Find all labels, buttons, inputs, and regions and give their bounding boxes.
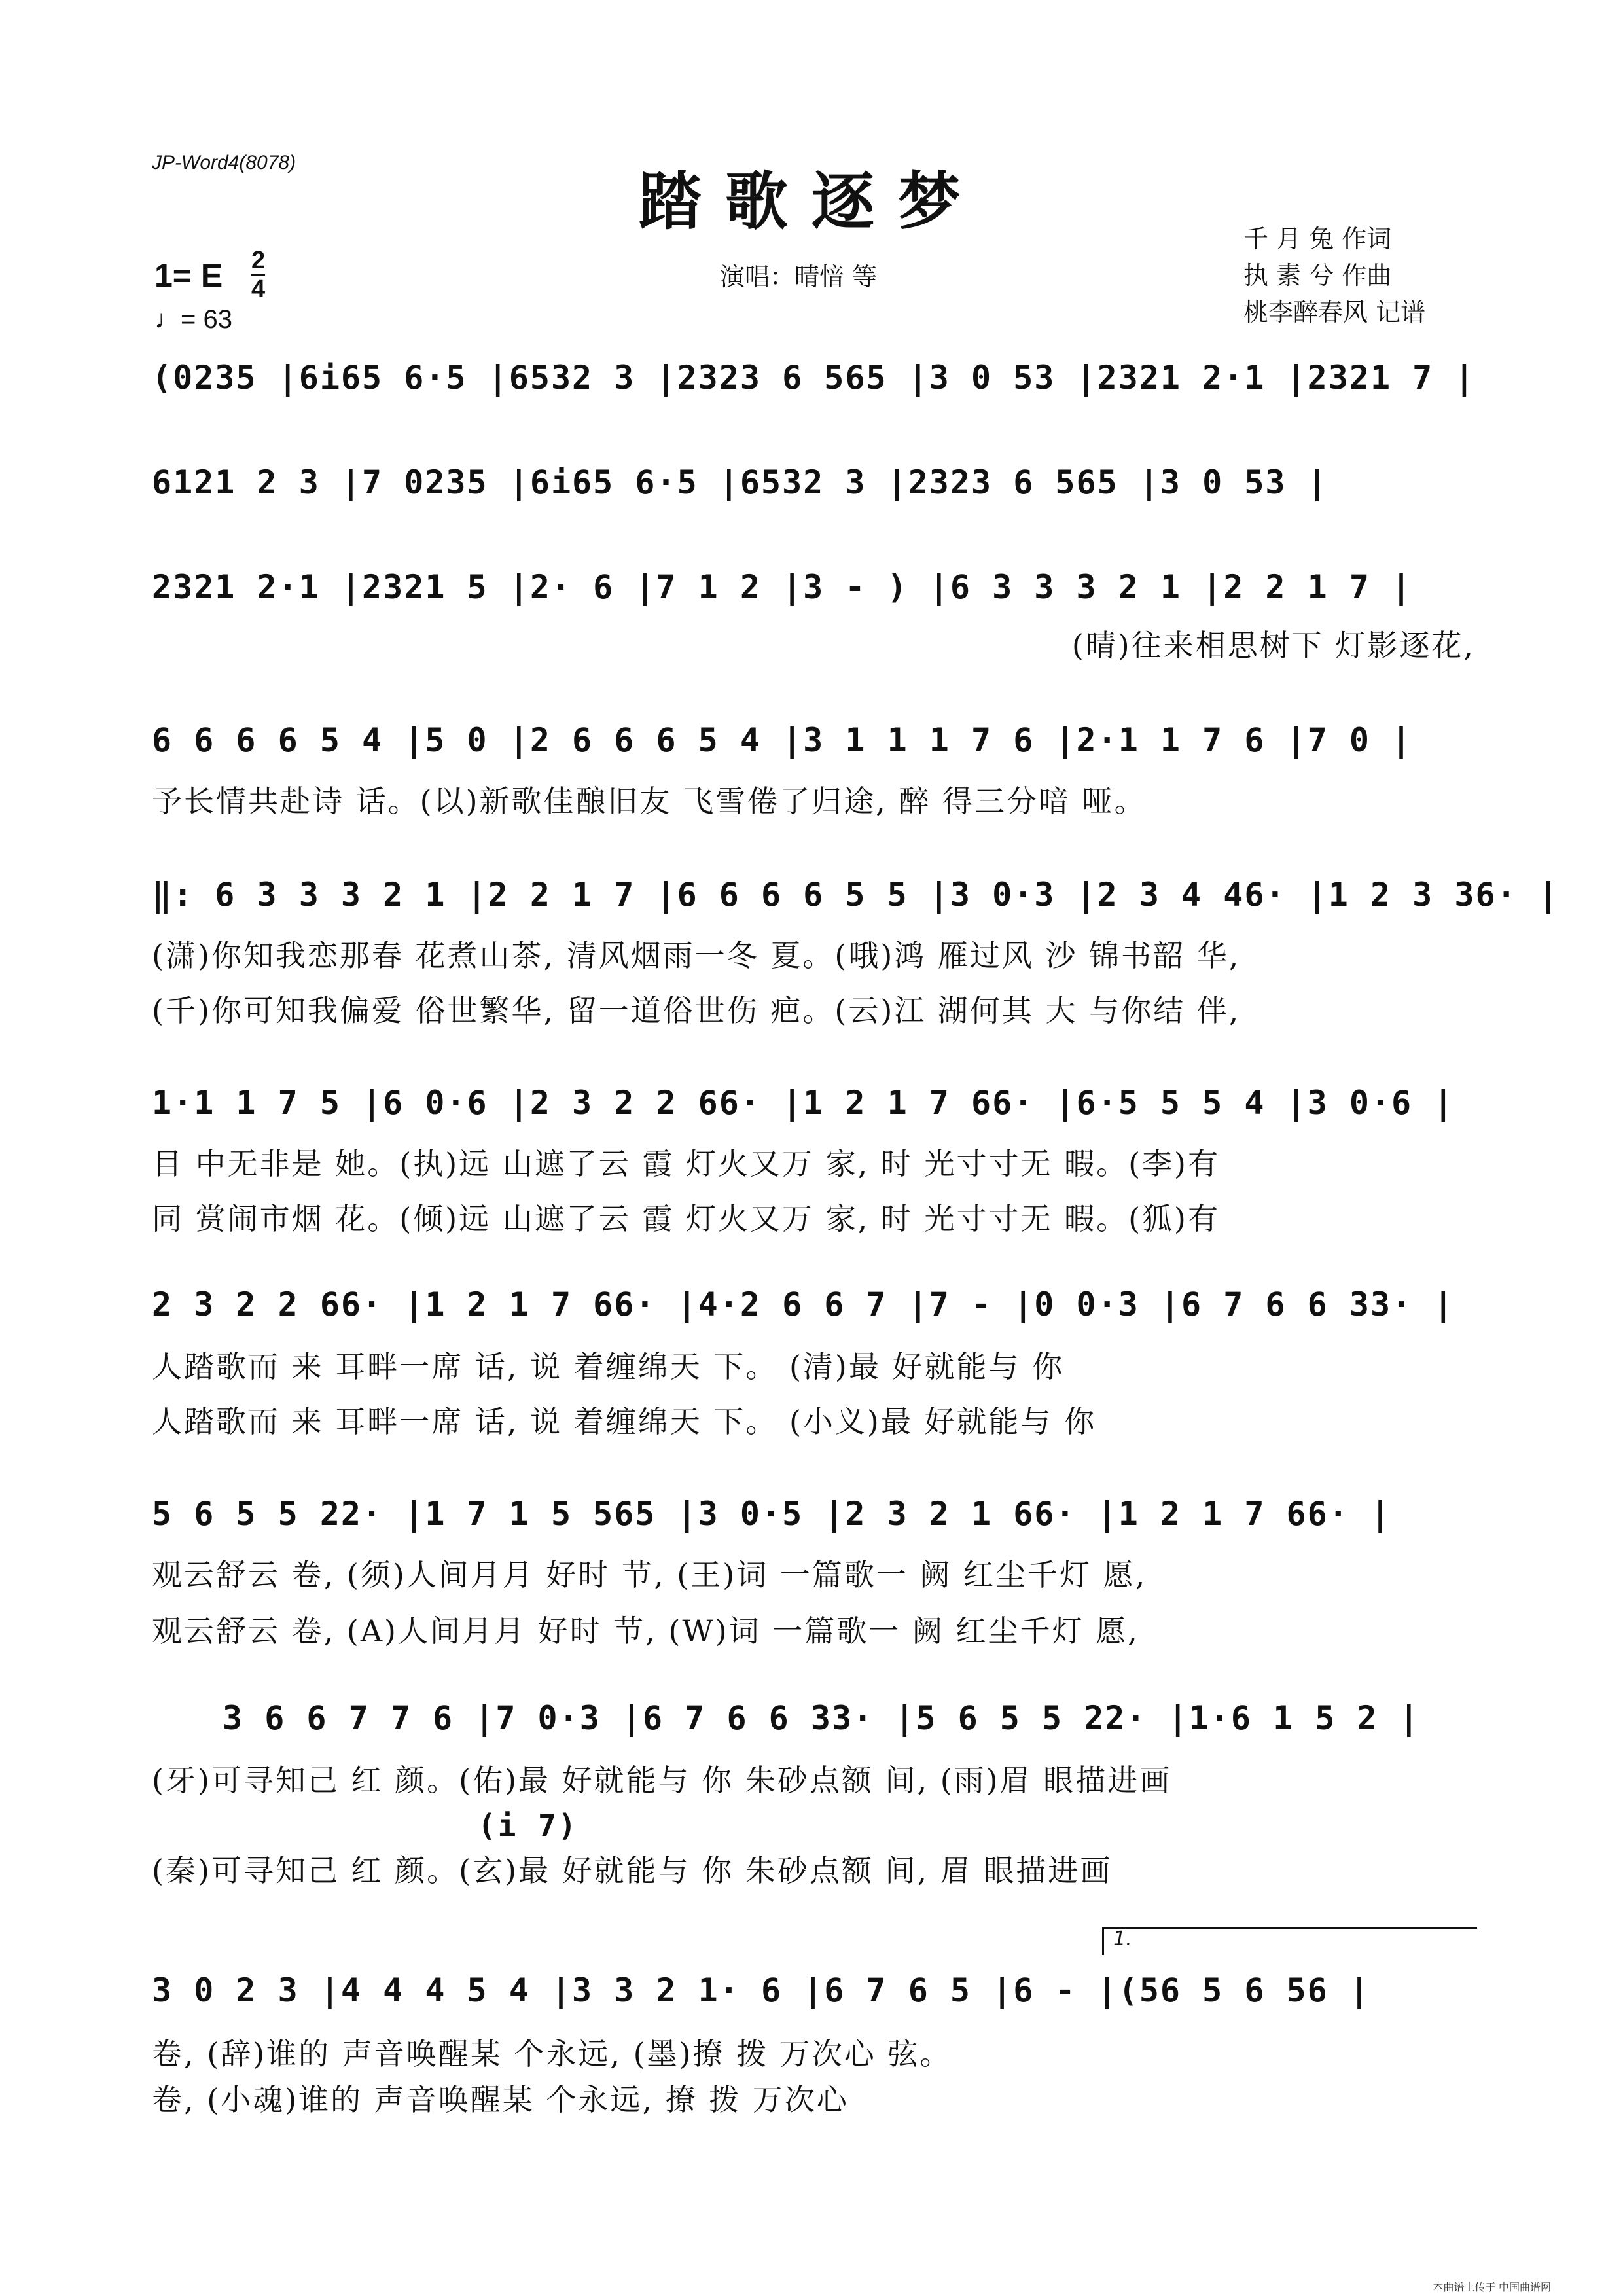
time-signature — [251, 247, 265, 302]
lyric-line-10a: 卷, (辞)谁的 声音唤醒某 个永远, (墨)撩 拨 万次心 弦。 — [152, 2036, 952, 2072]
lyric-line-3a: (晴)往来相思树下 灯影逐花, — [1071, 628, 1475, 663]
lyric-line-7a: 人踏歌而 来 耳畔一席 话, 说 着缠绵天 下。 (清)最 好就能与 你 — [152, 1349, 1065, 1384]
song-title: 踏歌逐梦 — [639, 164, 984, 238]
lyric-line-10b: 卷, (小魂)谁的 声音唤醒某 个永远, 撩 拨 万次心 — [152, 2082, 849, 2117]
first-ending-bracket — [1102, 1927, 1477, 1955]
notation-line-9: 3 6 6 7 7 6 |7 0·3 |6 7 6 6 33· |5 6 5 5 22· |1·6 1 5 2 | — [223, 1699, 1420, 1737]
lyric-line-6a: 目 中无非是 她。(执)远 山遮了云 霞 灯火又万 家, 时 光寸寸无 暇。(李)有 — [152, 1146, 1221, 1181]
lyric-line-5b: (千)你可知我偏爱 俗世繁华, 留一道俗世伤 疤。(云)江 湖何其 大 与你结 伴, — [152, 993, 1241, 1028]
notation-line-8: 5 6 5 5 22· |1 7 1 5 565 |3 0·5 |2 3 2 1 66· |1 2 1 7 66· | — [152, 1495, 1392, 1533]
lyric-line-4a: 予长情共赴诗 话。(以)新歌佳酿旧友 飞雪倦了归途, 醉 得三分喑 哑。 — [152, 783, 1147, 819]
time-signature-bottom: 4 — [251, 276, 266, 303]
time-signature-top: 2 — [251, 247, 265, 276]
software-label: JP-Word4(8078) — [152, 152, 296, 173]
notation-line-6: 1·1 1 7 5 |6 0·6 |2 3 2 2 66· |1 2 1 7 66· |6·5 5 5 4 |3 0·6 | — [152, 1084, 1455, 1122]
lyric-line-9a: (牙)可寻知己 红 颜。(佑)最 好就能与 你 朱砂点额 间, (雨)眉 眼描进画 — [152, 1763, 1172, 1798]
tempo-marking: ♩= 63 — [154, 305, 232, 334]
lyric-line-6b: 同 赏闹市烟 花。(倾)远 山遮了云 霞 灯火又万 家, 时 光寸寸无 暇。(狐)有 — [152, 1201, 1221, 1236]
notation-line-3: 2321 2·1 |2321 5 |2· 6 |7 1 2 |3 - ) |6 3 3 3 2 1 |2 2 1 7 | — [152, 568, 1413, 606]
lyricist-credit: 千 月 兔 作词 — [1243, 224, 1392, 253]
notation-line-1: (0235 |6i65 6·5 |6532 3 |2323 6 565 |3 0 53 |2321 2·1 |2321 7 | — [152, 359, 1476, 397]
lyric-line-5a: (潇)你知我恋那春 花煮山茶, 清风烟雨一冬 夏。(哦)鸿 雁过风 沙 锦书韶 华, — [152, 938, 1241, 973]
lyric-line-8b: 观云舒云 卷, (A)人间月月 好时 节, (W)词 一篇歌一 阙 红尘千灯 愿, — [152, 1613, 1139, 1649]
notation-line-2: 6121 2 3 |7 0235 |6i65 6·5 |6532 3 |2323 6 565 |3 0 53 | — [152, 463, 1329, 501]
notation-line-7: 2 3 2 2 66· |1 2 1 7 66· |4·2 6 6 7 |7 - |0 0·3 |6 7 6 6 33· | — [152, 1285, 1455, 1323]
upload-source-note: 本曲谱上传于 中国曲谱网 — [1433, 2282, 1551, 2293]
notation-line-10: 3 0 2 3 |4 4 4 5 4 |3 3 2 1· 6 |6 7 6 5 |6 - |(56 5 6 56 | — [152, 1971, 1370, 2009]
volta-label: 1. — [1113, 1928, 1132, 1950]
performer: 演唱：晴愔 等 — [720, 262, 878, 291]
key-signature: 1= E — [154, 257, 223, 294]
notation-line-5: ‖: 6 3 3 3 2 1 |2 2 1 7 |6 6 6 6 5 5 |3 0·3 |2 3 4 46· |1 2 3 36· | — [152, 876, 1560, 914]
lyric-line-7b: 人踏歌而 来 耳畔一席 话, 说 着缠绵天 下。 (小义)最 好就能与 你 — [152, 1404, 1097, 1439]
notation-line-4: 6 6 6 6 5 4 |5 0 |2 6 6 6 5 4 |3 1 1 1 7 6 |2·1 1 7 6 |7 0 | — [152, 721, 1413, 759]
lyric-line-9b: (秦)可寻知己 红 颜。(玄)最 好就能与 你 朱砂点额 间, 眉 眼描进画 — [152, 1853, 1113, 1888]
transcriber-credit: 桃李醉春风 记谱 — [1243, 298, 1426, 327]
composer-credit: 执 素 兮 作曲 — [1243, 261, 1392, 290]
lyric-line-8a: 观云舒云 卷, (须)人间月月 好时 节, (王)词 一篇歌一 阙 红尘千灯 愿, — [152, 1557, 1147, 1592]
alternate-notes: (i 7) — [478, 1808, 579, 1843]
